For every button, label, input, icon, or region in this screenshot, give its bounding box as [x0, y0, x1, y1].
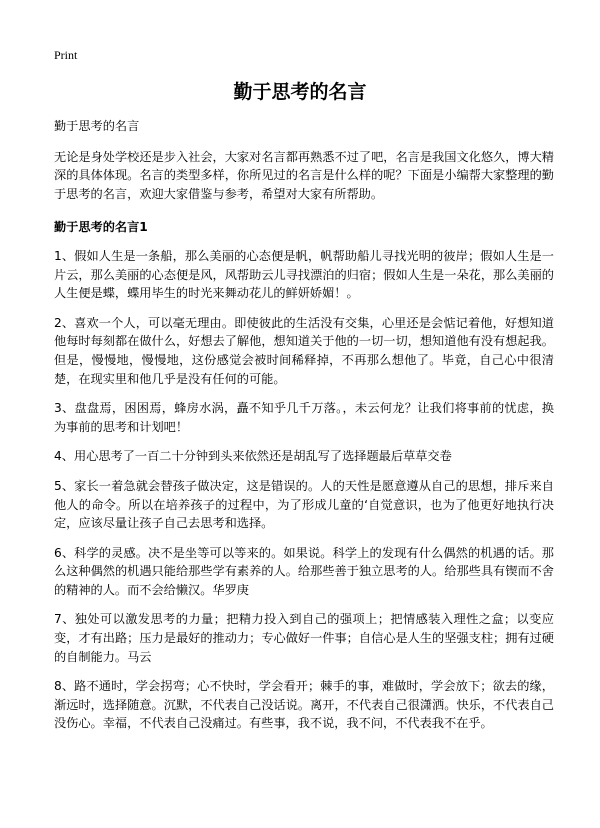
quote-item-8: 8、路不通时，学会拐弯；心不快时，学会看开；棘手的事，难做时，学会放下；欲去的缘，渐远时，选择随意。沉默，不代表自己没话说。离开，不代表自己很潇洒。快乐，不代表自己没伤心。幸福，不代表自己没痛过。有些事，我不说，我不问，不代表我不在乎。 — [54, 679, 554, 731]
quote-item-3: 3、盘盘焉，困困焉，蜂房水涡，矗不知乎几千万落。，未云何龙？让我们将事前的忧虑，换为事前的思考和计划吧！ — [54, 401, 554, 434]
quote-item-4: 4、用心思考了一百二十分钟到头来依然还是胡乱写了选择题最后草草交卷 — [54, 449, 452, 464]
document-body — [54, 117, 554, 744]
document-subtitle: 勤于思考的名言 — [54, 119, 140, 133]
intro-paragraph: 无论是身处学校还是步入社会，大家对名言都再熟悉不过了吧，名言是我国文化悠久，博大精深的具体体现。名言的类型多样，你所见过的名言是什么样的呢？下面是小编帮大家整理的勤于思考的名言，欢迎大家借鉴与参考，希望对大家有所帮助。 — [54, 149, 554, 201]
quote-item-7: 7、独处可以激发思考的力量；把精力投入到自己的强项上；把情感装入理性之盒；以变应变，才有出路；压力是最好的推动力；专心做好一件事；自信心是人生的坚强支柱；拥有过硬的自制能力。马云 — [54, 612, 554, 664]
quote-item-6: 6、科学的灵感。决不是坐等可以等来的。如果说。科学上的发现有什么偶然的机遇的话。那么这种偶然的机遇只能给那些学有素养的人。给那些善于独立思考的人。给那些具有锲而不舍的精神的人。而不会给懒汉。华罗庚 — [54, 545, 554, 597]
section-heading: 勤于思考的名言1 — [54, 220, 148, 235]
print-link[interactable]: Print — [54, 48, 78, 62]
quote-item-2: 2、喜欢一个人，可以毫无理由。即使彼此的生活没有交集，心里还是会惦记着他，好想知道他每时每刻都在做什么，好想去了解他，想知道关于他的一切一切，想知道他有没有想起我。但是，慢慢地，慢慢地，这份感觉会被时间稀释掉，不再那么想他了。毕竟，自己心中很清楚，在现实里和他几乎是没有任何的可能。 — [54, 315, 554, 386]
quote-item-5: 5、家长一着急就会替孩子做决定，这是错误的。人的天性是愿意遵从自己的思想，排斥来自他人的命令。所以在培养孩子的过程中，为了形成儿童的‘自觉意识，也为了他更好地执行决定，应该尽量让孩子自己去思考和选择。 — [54, 478, 554, 531]
page-title: 勤于思考的名言 — [233, 81, 367, 103]
quote-item-1: 1、假如人生是一条船，那么美丽的心态便是帆，帆帮助船儿寻找光明的彼岸；假如人生是一片云，那么美丽的心态便是风，风帮助云儿寻找漂泊的归宿；假如人生是一朵花，那么美丽的人生便是蝶，蝶用毕生的时光来舞动花儿的鲜妍娇媚！。 — [54, 248, 554, 301]
